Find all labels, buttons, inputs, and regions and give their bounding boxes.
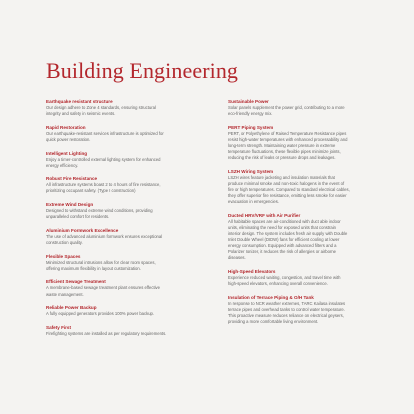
feature-heading: Insulation of Terrace Piping & O/H Tank bbox=[228, 294, 314, 300]
feature-heading: Reliable Power Backup bbox=[46, 305, 97, 311]
feature-item bbox=[46, 202, 206, 220]
description-line: quick power restoration. bbox=[46, 136, 91, 142]
feature-heading: Rapid Restoration bbox=[46, 124, 86, 130]
description-line: providing a more comfortable living environment. bbox=[228, 319, 319, 325]
description-line: A fully equipped generators provides 100% power backup. bbox=[46, 311, 155, 317]
description-line: PERT, or Polyethylene of Raised Temperature Resistance pipes bbox=[228, 130, 347, 136]
description-line: Enjoy a timer-controlled external lighting system for enhanced bbox=[46, 156, 161, 162]
feature-item bbox=[46, 305, 206, 317]
description-line: eco-friendly energy mix. bbox=[228, 111, 273, 117]
feature-item bbox=[46, 151, 206, 169]
feature-description bbox=[228, 175, 388, 205]
feature-description bbox=[46, 208, 206, 220]
feature-description bbox=[228, 301, 388, 325]
description-line: construction quality. bbox=[46, 240, 83, 245]
description-line: interior design. The system includes fresh air supply with Double bbox=[228, 231, 348, 237]
feature-description bbox=[228, 105, 388, 117]
description-line: This proactive measure reduces reliance on electrical geysers, bbox=[228, 313, 344, 319]
feature-item bbox=[228, 99, 388, 117]
right-column bbox=[228, 99, 388, 333]
feature-heading: Robust Fire Resistance bbox=[46, 176, 98, 182]
feature-description bbox=[46, 285, 206, 297]
description-line: Experience reduced waiting, congestion, and travel time with bbox=[228, 275, 341, 281]
feature-heading: Aluminium Formwork Excellence bbox=[46, 227, 119, 233]
feature-item bbox=[46, 279, 206, 297]
feature-item bbox=[46, 176, 206, 194]
description-line: produce minimal smoke and non-toxic halogens in the event of bbox=[228, 180, 345, 186]
feature-description bbox=[228, 275, 388, 287]
feature-description bbox=[46, 182, 206, 194]
description-line: fire or high temperatures. Compared to standard electrical cables, bbox=[228, 187, 350, 193]
feature-description bbox=[228, 219, 388, 262]
description-line: The use of advanced aluminium formwork ensures exceptional bbox=[46, 233, 163, 239]
description-line: diseases. bbox=[228, 255, 246, 261]
description-line: Our earthquake-resistant services infrastructure is optimized for bbox=[46, 130, 164, 136]
description-line: In response to NCR weather extremes, TARC Kailasa insulates bbox=[228, 300, 346, 306]
description-line: energy consumption. Equipped with advanced filters and a bbox=[228, 243, 337, 249]
left-column bbox=[46, 99, 206, 345]
feature-heading: Sustainable Power bbox=[228, 99, 269, 104]
page-title: Building Engineering bbox=[46, 58, 239, 83]
description-line: terrace pipes and overhead tanks to control water temperature. bbox=[228, 307, 345, 313]
feature-heading: Earthquake resistant structure bbox=[46, 99, 113, 104]
feature-description bbox=[46, 331, 206, 337]
feature-heading: High-Speed Elevators bbox=[228, 269, 276, 275]
feature-heading: Extreme Wind Design bbox=[46, 202, 94, 208]
description-line: A membrane-based sewage treatment plant ensures effective bbox=[46, 285, 160, 291]
feature-description bbox=[46, 260, 206, 272]
description-line: integrity and safety in seismic events. bbox=[46, 111, 116, 117]
feature-item bbox=[228, 169, 388, 205]
description-line: Designed to withstand extreme wind conditions, providing bbox=[46, 208, 153, 214]
description-line: Inlet Double Wheel (DIDW) fans for efficient cooling at lower bbox=[228, 237, 340, 243]
description-line: evacuation in emergencies. bbox=[228, 199, 279, 205]
description-line: Solar panels supplement the power grid, contributing to a more bbox=[228, 105, 345, 110]
description-line: Polarizer Ionizer, it reduces the risk of allergies or airborne bbox=[228, 249, 336, 255]
feature-heading: Flexible Spaces bbox=[46, 253, 81, 259]
description-line: units, eliminating the need for exposed units that constrain bbox=[228, 225, 337, 230]
description-line: prioritizing occupant safety. (Type I construction) bbox=[46, 188, 136, 194]
feature-description bbox=[46, 234, 206, 246]
feature-item bbox=[228, 213, 388, 262]
feature-item bbox=[228, 269, 388, 287]
description-line: high-speed elevators, enhancing overall convenience. bbox=[228, 281, 328, 287]
feature-description bbox=[46, 131, 206, 143]
description-line: waste management. bbox=[46, 291, 84, 297]
description-line: they offer superior fire resistance, emitting less smoke for easier bbox=[228, 193, 347, 199]
feature-item bbox=[46, 125, 206, 143]
feature-item bbox=[46, 254, 206, 272]
description-line: resist high-water temperatures with enhanced processability and bbox=[228, 136, 348, 142]
description-line: temperature fluctuations, these flexible pipes minimize joints, bbox=[228, 149, 341, 155]
feature-description bbox=[46, 157, 206, 169]
feature-item bbox=[46, 99, 206, 117]
feature-heading: Intelligent Lighting bbox=[46, 150, 88, 156]
feature-heading: Ducted HRV/VRF with Air Purifier bbox=[228, 212, 301, 218]
feature-item bbox=[46, 325, 206, 337]
description-line: reducing the risk of leaks or pressure drops and leakages. bbox=[228, 155, 336, 161]
description-line: energy efficiency. bbox=[46, 162, 79, 168]
feature-heading: Efficient Sewage Treatment bbox=[46, 279, 106, 285]
feature-heading: LSZH Wiring System bbox=[228, 168, 274, 174]
description-line: Our design adhere to Zone 4 standards, ensuring structural bbox=[46, 105, 156, 110]
feature-item bbox=[228, 125, 388, 161]
feature-item bbox=[46, 228, 206, 246]
description-line: Firefighting systems are installed as per regulatory requirements. bbox=[46, 330, 167, 336]
feature-heading: PERT Piping System bbox=[228, 124, 274, 130]
description-line: Minimized structural intrusions allow for clear room spaces, bbox=[46, 259, 156, 265]
description-line: LSZH wires feature jacketing and insulation materials that bbox=[228, 174, 335, 180]
feature-description bbox=[46, 311, 206, 317]
description-line: All habitable spaces are air-conditioned with duct able indoor bbox=[228, 218, 341, 224]
description-line: long-term strength. Maintaining water pressure in extreme bbox=[228, 142, 336, 148]
description-line: All infrastructure systems boast 2 to 4 hours of fire resistance, bbox=[46, 182, 161, 188]
feature-heading: Safety First bbox=[46, 324, 72, 330]
feature-description bbox=[46, 105, 206, 117]
description-line: offering maximum flexibility in layout customization. bbox=[46, 265, 141, 271]
feature-description bbox=[228, 131, 388, 161]
description-line: unparalleled comfort for residents. bbox=[46, 214, 110, 220]
feature-item bbox=[228, 295, 388, 325]
